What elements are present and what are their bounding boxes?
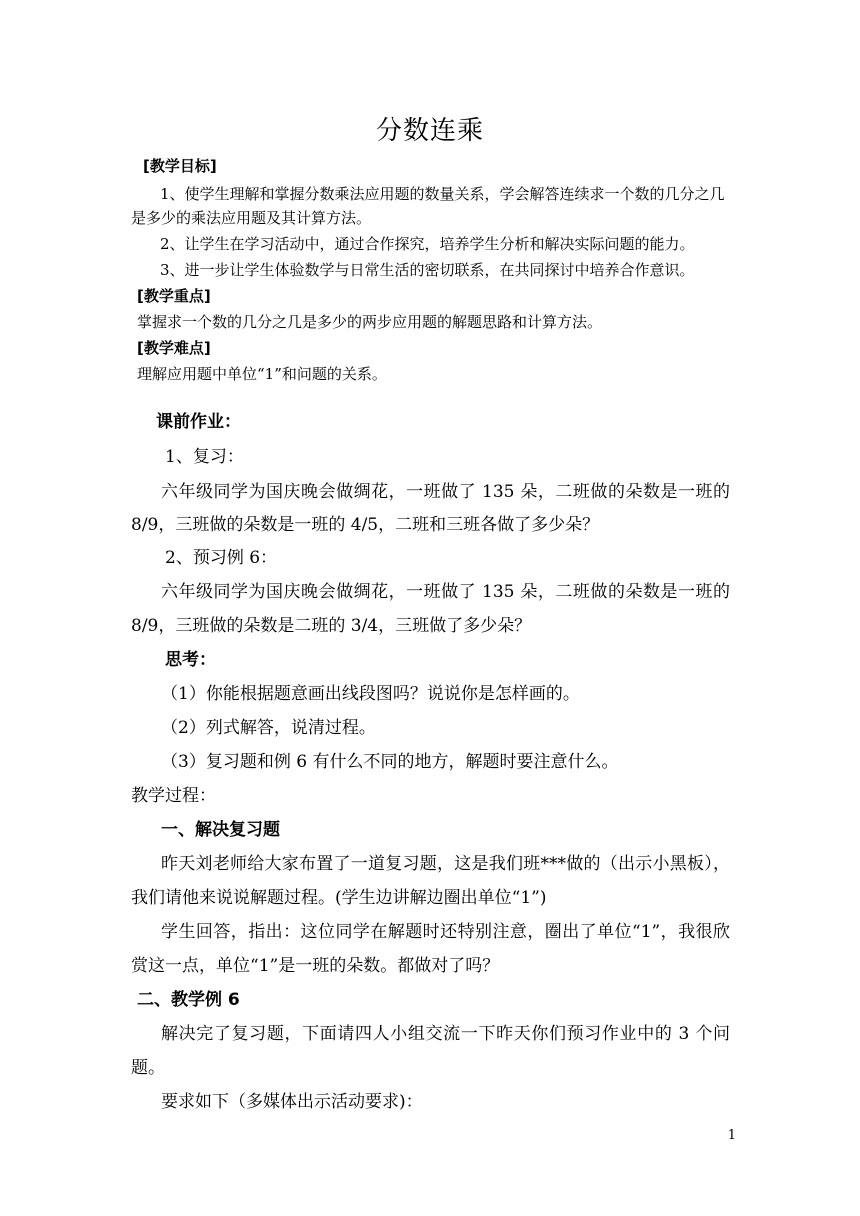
process-heading: 教学过程：: [131, 786, 216, 806]
page-number: 1: [727, 1128, 736, 1143]
preview-line-1: 六年级同学为国庆晚会做绸花，一班做了 135 朵，二班做的朵数是一班的: [161, 582, 730, 602]
section-2-para-1-line-2: 题。: [131, 1058, 165, 1078]
difficulty-heading: [教学难点]: [137, 339, 211, 357]
section-1-para-2-line-1: 学生回答，指出：这位同学在解题时还特别注意，圈出了单位“1”，我很欣: [161, 922, 730, 942]
objective-2: 2、让学生在学习活动中，通过合作探究，培养学生分析和解决实际问题的能力。: [160, 235, 695, 253]
question-2: （2）列式解答，说清过程。: [161, 718, 376, 738]
objective-3: 3、进一步让学生体验数学与日常生活的密切联系，在共同探讨中培养合作意识。: [160, 261, 695, 279]
review-label: 1、复习：: [165, 447, 244, 467]
objective-1-line-1: 1、使学生理解和掌握分数乘法应用题的数量关系，学会解答连续求一个数的几分之几: [160, 185, 725, 203]
section-2-para-2: 要求如下（多媒体出示活动要求)：: [161, 1092, 423, 1112]
review-line-2: 8/9，三班做的朵数是一班的 4/5，二班和三班各做了多少朵？: [131, 515, 600, 535]
difficulty-text: 理解应用题中单位“1”和问题的关系。: [137, 365, 387, 383]
page-title: 分数连乘: [375, 116, 484, 146]
question-1: （1）你能根据题意画出线段图吗？说说你是怎样画的。: [161, 684, 580, 704]
focus-heading: [教学重点]: [137, 287, 211, 305]
preview-label: 2、预习例 6：: [165, 548, 278, 568]
section-1-para-1-line-2: 我们请他来说说解题过程。(学生边讲解边圈出单位“1”): [131, 888, 547, 908]
review-line-1: 六年级同学为国庆晚会做绸花，一班做了 135 朵，二班做的朵数是一班的: [161, 482, 730, 502]
section-2-para-1-line-1: 解决完了复习题，下面请四人小组交流一下昨天你们预习作业中的 3 个问: [161, 1024, 730, 1044]
focus-text: 掌握求一个数的几分之几是多少的两步应用题的解题思路和计算方法。: [137, 313, 603, 331]
preview-line-2: 8/9，三班做的朵数是二班的 3/4，三班做了多少朵？: [131, 616, 532, 636]
think-heading: 思考：: [165, 650, 216, 670]
objective-1-line-2: 是多少的乘法应用题及其计算方法。: [131, 209, 372, 227]
section-1-para-2-line-2: 赏这一点，单位“1”是一班的朵数。都做对了吗？: [131, 956, 500, 976]
objectives-heading: [教学目标]: [143, 157, 217, 175]
homework-heading: 课前作业：: [156, 412, 241, 432]
section-2-heading: 二、教学例 6: [137, 990, 240, 1010]
section-1-heading: 一、解决复习题: [161, 820, 280, 840]
section-1-para-1-line-1: 昨天刘老师给大家布置了一道复习题，这是我们班***做的（出示小黑板），: [161, 854, 730, 874]
question-3: （3）复习题和例 6 有什么不同的地方，解题时要注意什么。: [161, 752, 619, 772]
